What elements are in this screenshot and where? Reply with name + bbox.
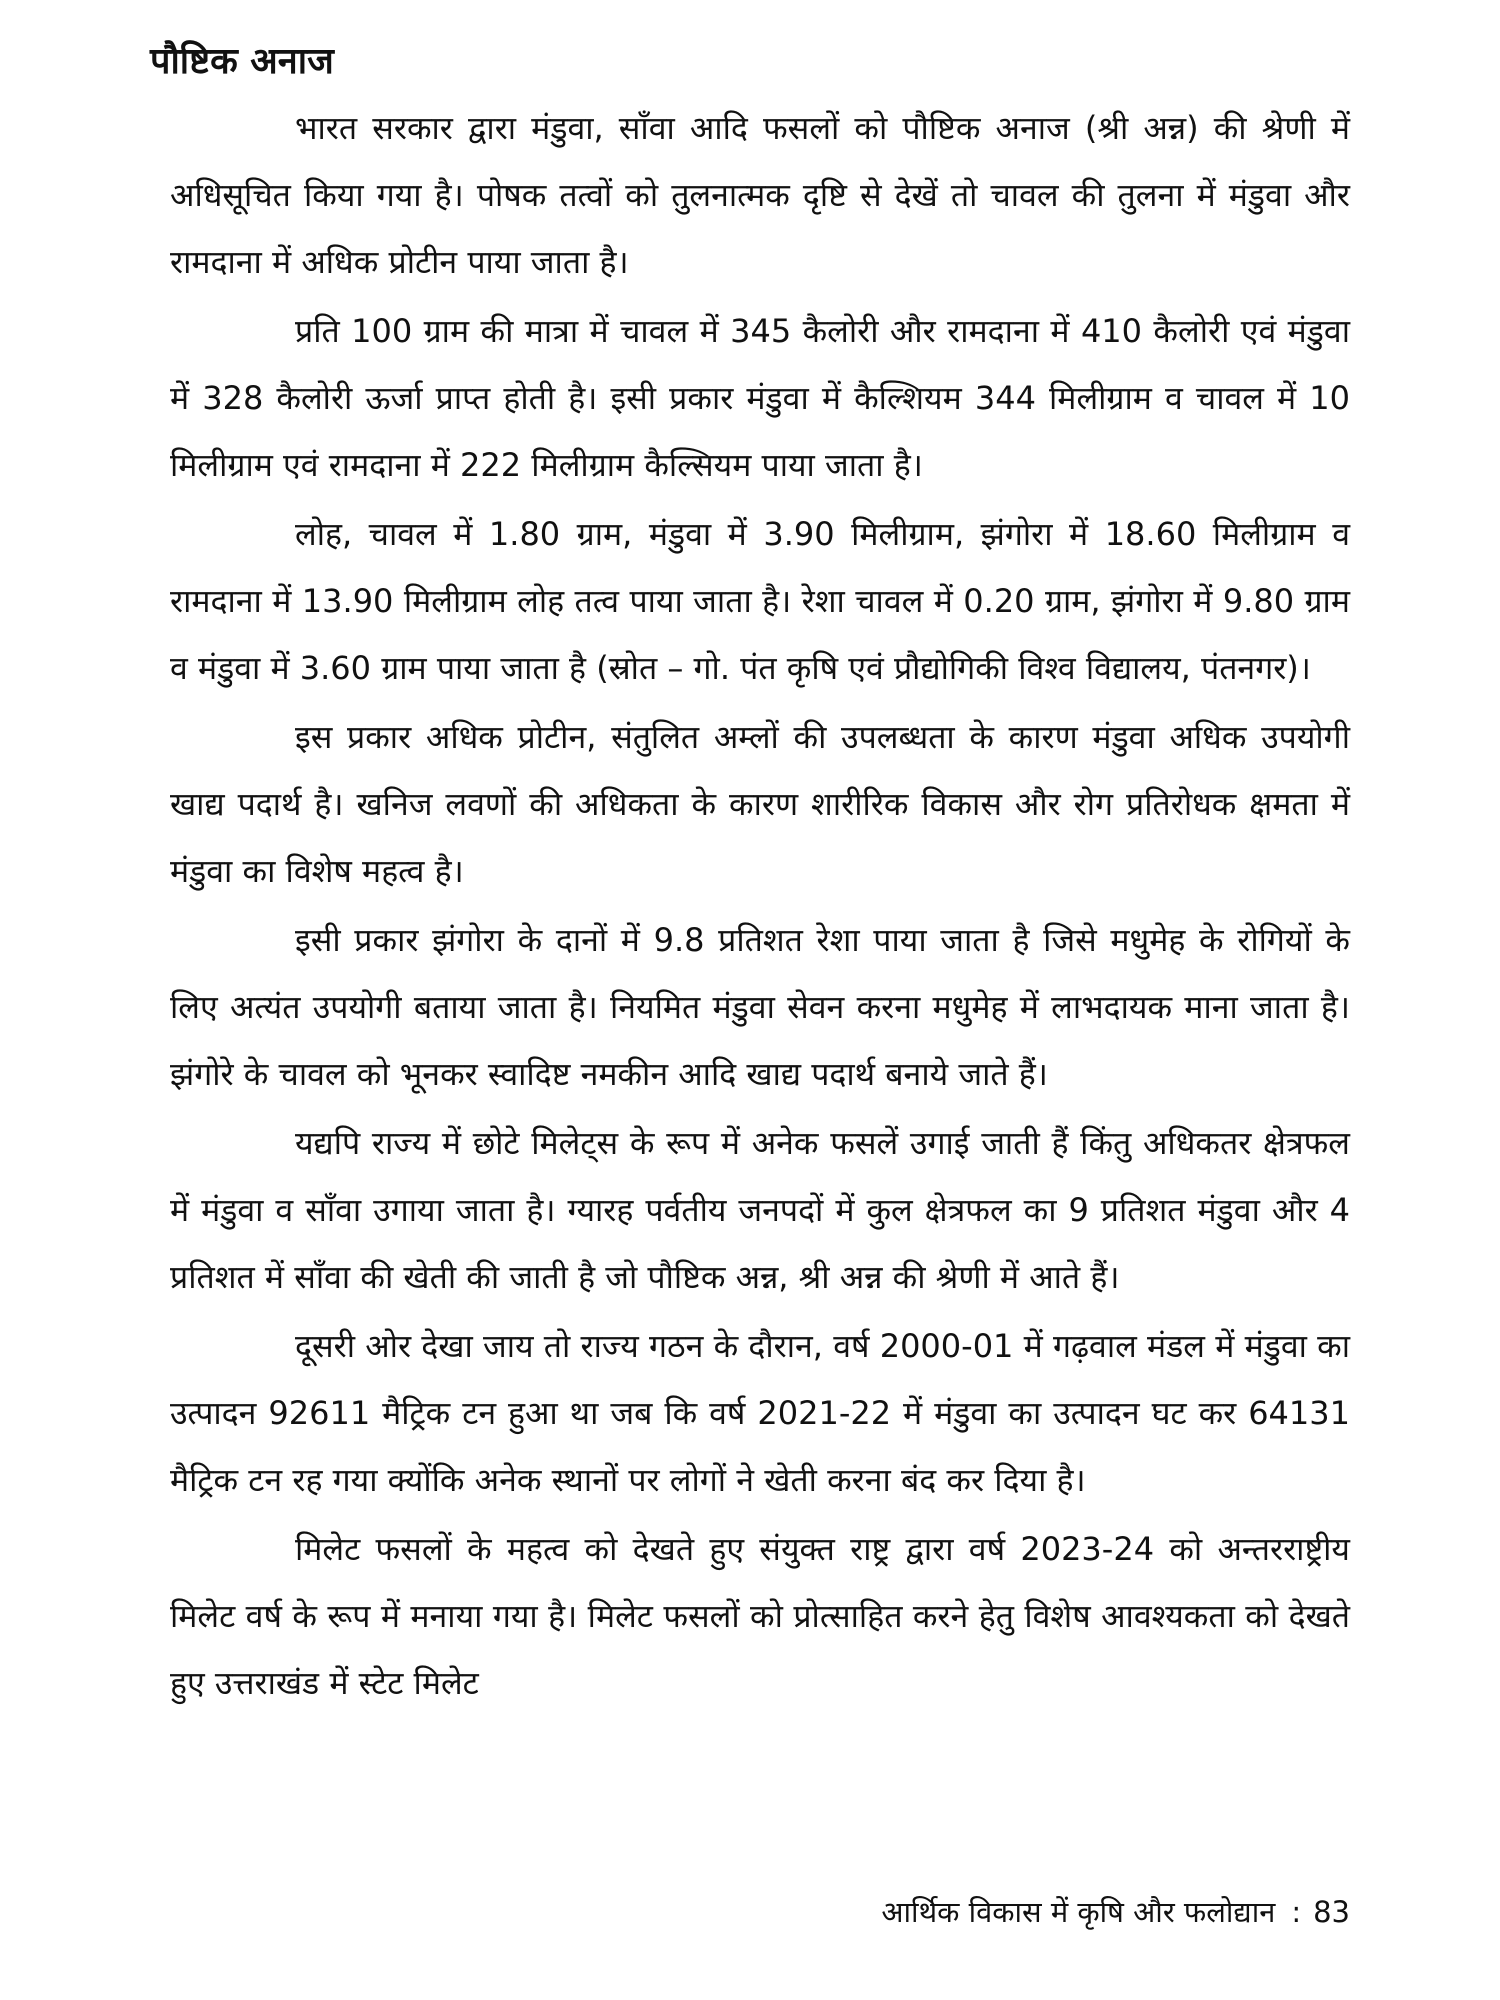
paragraph-production: दूसरी ओर देखा जाय तो राज्य गठन के दौरान, वर्ष 2000-01 में गढ़वाल मंडल में मंडुवा का उत्पादन 92611 मैट्रिक टन हुआ था जब कि वर्ष 2021-22 में मंडुवा का उत्पादन घट कर 64131 मैट्रिक टन रह गया क्योंकि अनेक स्थानों पर लोगों ने खेती करना बंद कर दिया है।	[170, 1327, 1350, 1499]
page-number: 83	[1313, 1895, 1350, 1929]
paragraph-intro: भारत सरकार द्वारा मंडुवा, साँवा आदि फसलों को पौष्टिक अनाज (श्री अन्न) की श्रेणी में अधिसूचित किया गया है। पोषक तत्वों को तुलनात्मक दृष्टि से देखें तो चावल की तुलना में मंडुवा और रामदाना में अधिक प्रोटीन पाया जाता है।	[170, 109, 1350, 281]
footer-separator: :	[1291, 1895, 1302, 1929]
paragraph-mandua-benefits: इस प्रकार अधिक प्रोटीन, संतुलित अम्लों की उपलब्धता के कारण मंडुवा अधिक उपयोगी खाद्य पदार्थ है। खनिज लवणों की अधिकता के कारण शारीरिक विकास और रोग प्रतिरोधक क्षमता में मंडुवा का विशेष महत्व है।	[170, 718, 1350, 890]
paragraph-jhangora-fiber: इसी प्रकार झंगोरा के दानों में 9.8 प्रतिशत रेशा पाया जाता है जिसे मधुमेह के रोगियों के लिए अत्यंत उपयोगी बताया जाता है। नियमित मंडुवा सेवन करना मधुमेह में लाभदायक माना जाता है। झंगोरे के चावल को भूनकर स्वादिष्ट नमकीन आदि खाद्य पदार्थ बनाये जाते हैं।	[170, 921, 1350, 1093]
section-heading: पौष्टिक अनाज	[150, 41, 334, 82]
body-text	[170, 95, 1350, 1719]
page-footer	[881, 1895, 1350, 1930]
paragraph-crop-area: यद्यपि राज्य में छोटे मिलेट्स के रूप में अनेक फसलें उगाई जाती हैं किंतु अधिकतर क्षेत्रफल में मंडुवा व साँवा उगाया जाता है। ग्यारह पर्वतीय जनपदों में कुल क्षेत्रफल का 9 प्रतिशत मंडुवा और 4 प्रतिशत में साँवा की खेती की जाती है जो पौष्टिक अन्न, श्री अन्न की श्रेणी में आते हैं।	[170, 1124, 1350, 1296]
paragraph-millet-year: मिलेट फसलों के महत्व को देखते हुए संयुक्त राष्ट्र द्वारा वर्ष 2023-24 को अन्तरराष्ट्रीय मिलेट वर्ष के रूप में मनाया गया है। मिलेट फसलों को प्रोत्साहित करने हेतु विशेष आवश्यकता को देखते हुए उत्तराखंड में स्टेट मिलेट	[170, 1530, 1350, 1702]
paragraph-calories-calcium: प्रति 100 ग्राम की मात्रा में चावल में 345 कैलोरी और रामदाना में 410 कैलोरी एवं मंडुवा में 328 कैलोरी ऊर्जा प्राप्त होती है। इसी प्रकार मंडुवा में कैल्शियम 344 मिलीग्राम व चावल में 10 मिलीग्राम एवं रामदाना में 222 मिलीग्राम कैल्सियम पाया जाता है।	[170, 312, 1350, 484]
paragraph-iron-fiber: लोह, चावल में 1.80 ग्राम, मंडुवा में 3.90 मिलीग्राम, झंगोरा में 18.60 मिलीग्राम व रामदाना में 13.90 मिलीग्राम लोह तत्व पाया जाता है। रेशा चावल में 0.20 ग्राम, झंगोरा में 9.80 ग्राम व मंडुवा में 3.60 ग्राम पाया जाता है (स्रोत – गो. पंत कृषि एवं प्रौद्योगिकी विश्व विद्यालय, पंतनगर)।	[170, 515, 1350, 687]
footer-book-title: आर्थिक विकास में कृषि और फलोद्यान	[881, 1895, 1276, 1929]
